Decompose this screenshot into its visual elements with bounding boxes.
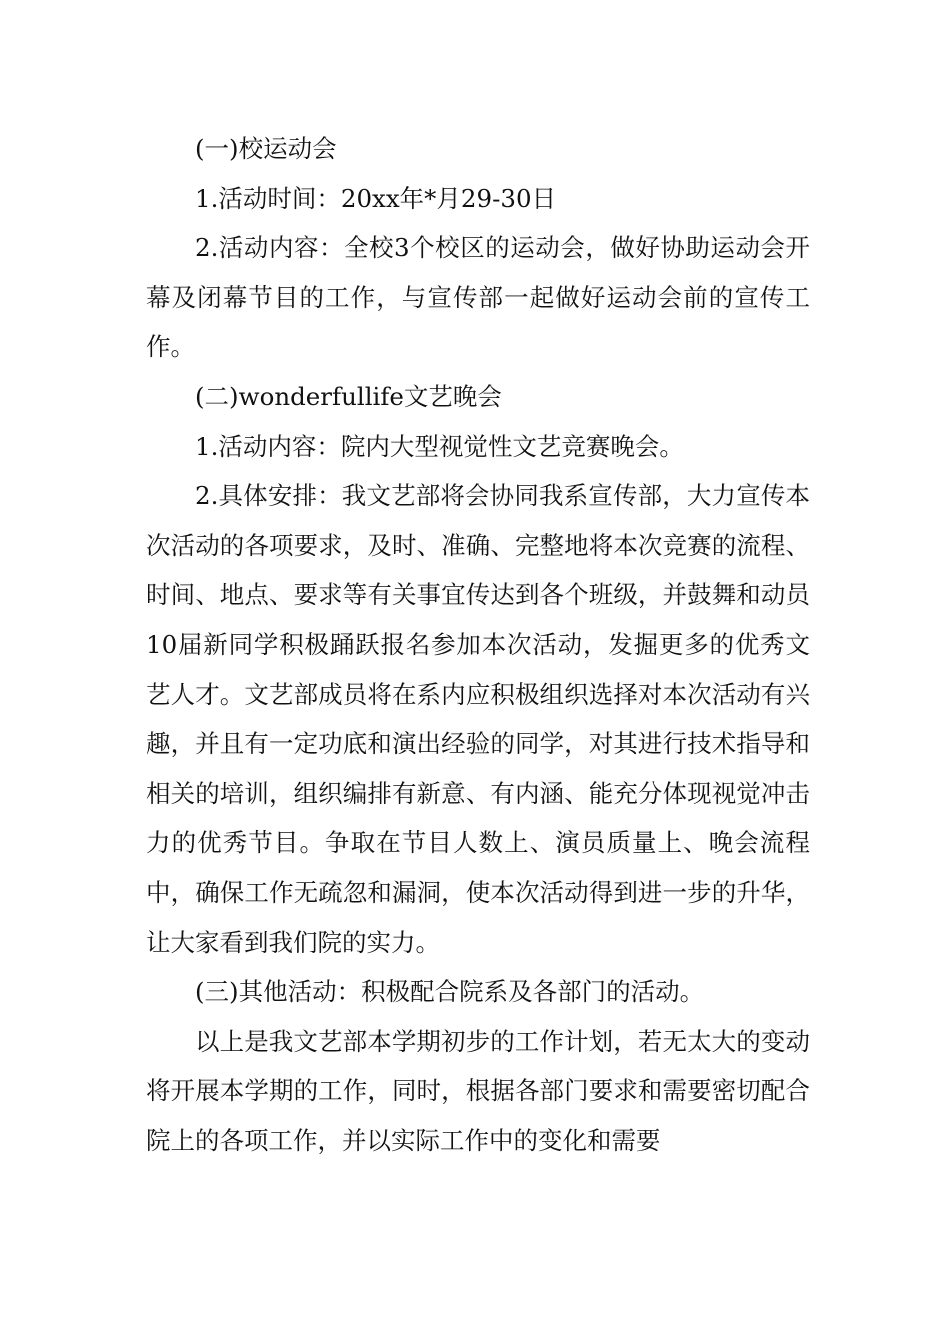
paragraph-gala-content: 1.活动内容：院内大型视觉性文艺竞赛晚会。 bbox=[195, 431, 684, 461]
paragraph-conclusion: 以上是我文艺部本学期初步的工作计划，若无太大的变动将开展本学期的工作，同时，根据各部门要求和需要密切配合院上的各项工作，并以实际工作中的变化和需要 bbox=[146, 1026, 810, 1155]
section-heading-other-activities: (三)其他活动：积极配合院系及各部门的活动。 bbox=[195, 977, 705, 1007]
paragraph-activity-time: 1.活动时间：20xx年*月29-30日 bbox=[195, 183, 557, 213]
document-body bbox=[146, 124, 810, 1165]
paragraph-activity-content: 2.活动内容：全校3个校区的运动会，做好协助运动会开幕及闭幕节目的工作，与宣传部一起做好运动会前的宣传工作。 bbox=[146, 233, 810, 362]
paragraph-gala-arrangement: 2.具体安排：我文艺部将会协同我系宣传部，大力宣传本次活动的各项要求，及时、准确、完整地将本次竞赛的流程、时间、地点、要求等有关事宜传达到各个班级，并鼓舞和动员10届新同学积极踊跃报名参加本次活动，发掘更多的优秀文艺人才。文艺部成员将在系内应积极组织选择对本次活动有兴趣，并且有一定功底和演出经验的同学，对其进行技术指导和相关的培训，组织编排有新意、有内涵、能充分体现视觉冲击力的优秀节目。争取在节目人数上、演员质量上、晚会流程中，确保工作无疏忽和漏洞，使本次活动得到进一步的升华，让大家看到我们院的实力。 bbox=[146, 481, 810, 957]
section-heading-sports-meet: (一)校运动会 bbox=[195, 134, 337, 163]
section-heading-gala: (二)wonderfullife文艺晚会 bbox=[195, 381, 502, 411]
